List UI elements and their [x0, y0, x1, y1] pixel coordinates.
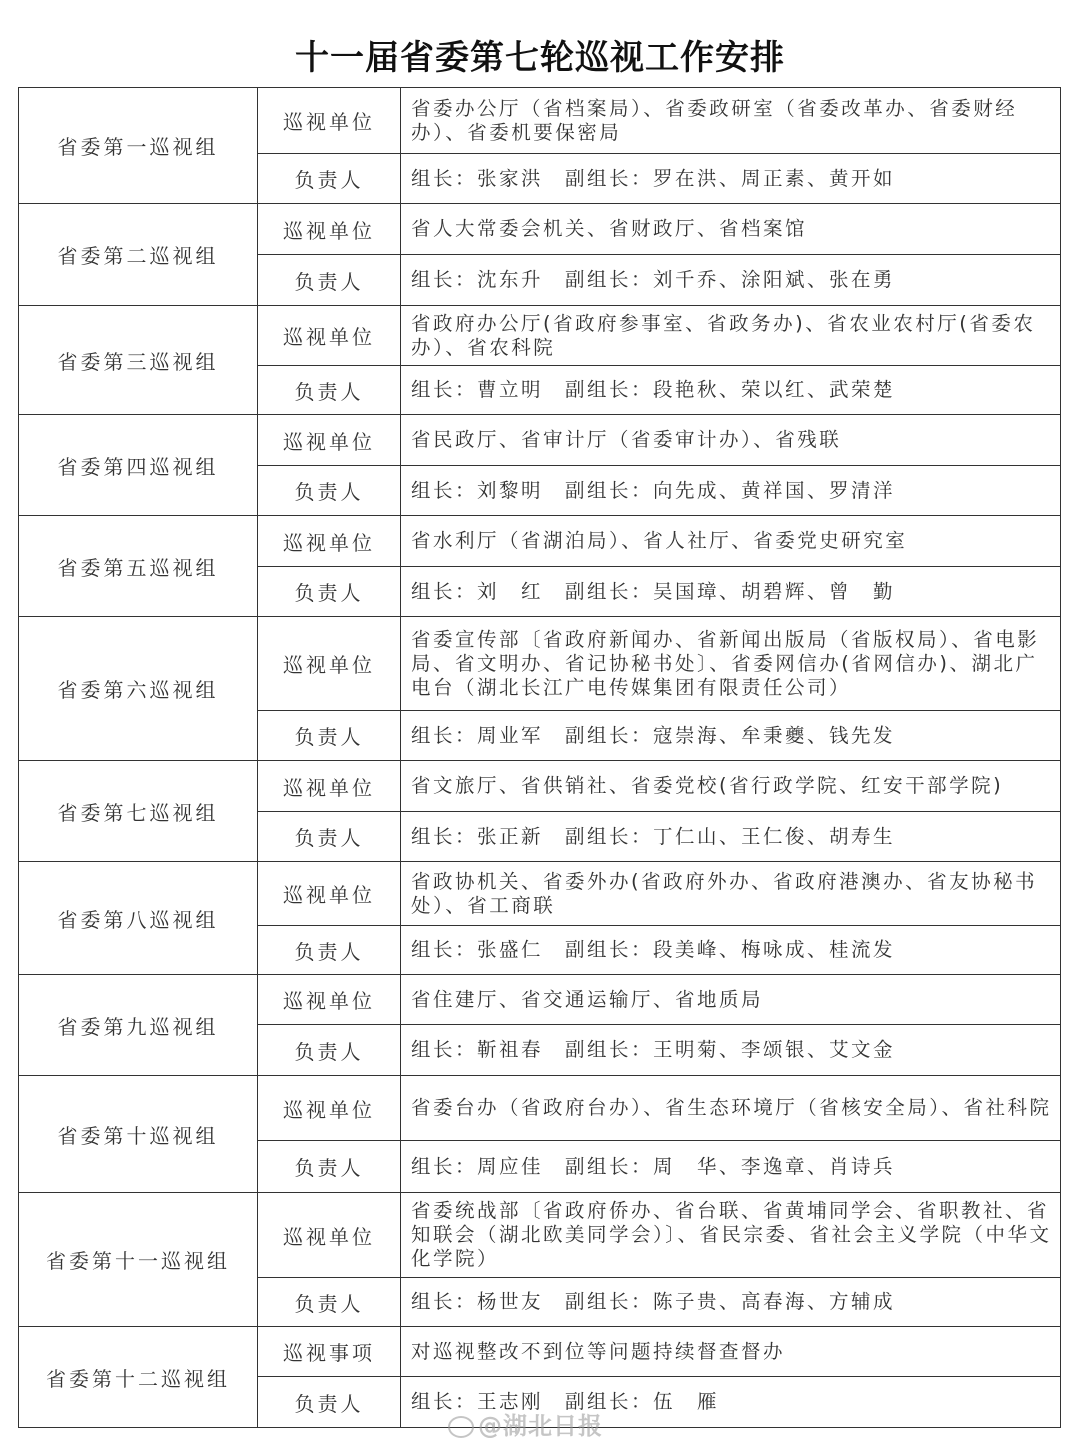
table-row	[19, 1193, 1061, 1278]
table-row	[19, 88, 1061, 154]
leader-label: 负责人	[258, 1141, 401, 1193]
row-label: 巡视单位	[258, 1076, 401, 1141]
group-name: 省委第十巡视组	[19, 1076, 258, 1193]
row-label: 巡视单位	[258, 204, 401, 255]
leader-label: 负责人	[258, 926, 401, 975]
row-label: 巡视单位	[258, 88, 401, 154]
group-name: 省委第四巡视组	[19, 415, 258, 516]
row-label: 巡视单位	[258, 516, 401, 567]
row-label: 巡视单位	[258, 862, 401, 926]
leaders: 组长：刘 红 副组长：吴国璋、胡碧辉、曾 勤	[401, 567, 1061, 617]
leader-label: 负责人	[258, 812, 401, 862]
leaders: 组长：王志刚 副组长：伍 雁	[401, 1377, 1061, 1428]
leader-label: 负责人	[258, 466, 401, 516]
table-row	[19, 1076, 1061, 1141]
group-name: 省委第九巡视组	[19, 975, 258, 1076]
table-row	[19, 204, 1061, 255]
inspected-units: 省人大常委会机关、省财政厅、省档案馆	[401, 204, 1061, 255]
group-name: 省委第十一巡视组	[19, 1193, 258, 1327]
table-row	[19, 516, 1061, 567]
leaders: 组长：张盛仁 副组长：段美峰、梅咏成、桂流发	[401, 926, 1061, 975]
inspected-units: 省政府办公厅(省政府参事室、省政务办)、省农业农村厅(省委农办）、省农科院	[401, 306, 1061, 366]
leader-label: 负责人	[258, 567, 401, 617]
group-name: 省委第二巡视组	[19, 204, 258, 306]
table-row	[19, 306, 1061, 366]
inspection-item: 对巡视整改不到位等问题持续督查督办	[401, 1327, 1061, 1377]
inspected-units: 省政协机关、省委外办(省政府外办、省政府港澳办、省友协秘书处）、省工商联	[401, 862, 1061, 926]
watermark	[448, 1406, 603, 1441]
row-label: 巡视单位	[258, 761, 401, 812]
leaders: 组长：刘黎明 副组长：向先成、黄祥国、罗清洋	[401, 466, 1061, 516]
inspected-units: 省住建厅、省交通运输厅、省地质局	[401, 975, 1061, 1025]
watermark-text: @湖北日报	[478, 1412, 603, 1440]
group-name: 省委第七巡视组	[19, 761, 258, 862]
group-name: 省委第三巡视组	[19, 306, 258, 415]
row-label: 巡视单位	[258, 975, 401, 1025]
table-row	[19, 862, 1061, 926]
leaders: 组长：周业军 副组长：寇崇海、牟秉夔、钱先发	[401, 711, 1061, 761]
leader-label: 负责人	[258, 711, 401, 761]
table-row	[19, 415, 1061, 466]
row-label: 巡视单位	[258, 306, 401, 366]
leaders: 组长：曹立明 副组长：段艳秋、荣以红、武荣楚	[401, 366, 1061, 415]
table-row	[19, 1327, 1061, 1377]
document-title: 十一届省委第七轮巡视工作安排	[295, 38, 785, 78]
weibo-logo-icon	[448, 1416, 474, 1438]
table-row	[19, 975, 1061, 1025]
leaders: 组长：张正新 副组长：丁仁山、王仁俊、胡寿生	[401, 812, 1061, 862]
leaders: 组长：张家洪 副组长：罗在洪、周正素、黄开如	[401, 154, 1061, 204]
leaders: 组长：杨世友 副组长：陈子贵、高春海、方辅成	[401, 1278, 1061, 1327]
group-name: 省委第一巡视组	[19, 88, 258, 204]
inspected-units: 省委宣传部〔省政府新闻办、省新闻出版局（省版权局）、省电影局、省文明办、省记协秘书处〕、省委网信办(省网信办)、湖北广电台（湖北长江广电传媒集团有限责任公司）	[401, 617, 1061, 711]
table-row	[19, 617, 1061, 711]
leader-label: 负责人	[258, 1025, 401, 1076]
group-name: 省委第五巡视组	[19, 516, 258, 617]
leader-label: 负责人	[258, 1377, 401, 1428]
leaders: 组长：周应佳 副组长：周 华、李逸章、肖诗兵	[401, 1141, 1061, 1193]
inspected-units: 省委台办（省政府台办）、省生态环境厅（省核安全局）、省社科院	[401, 1076, 1061, 1141]
group-name: 省委第六巡视组	[19, 617, 258, 761]
leader-label: 负责人	[258, 255, 401, 306]
row-label: 巡视单位	[258, 1193, 401, 1278]
inspection-schedule-table	[18, 87, 1061, 1428]
group-name: 省委第十二巡视组	[19, 1327, 258, 1428]
inspected-units: 省委办公厅（省档案局）、省委政研室（省委改革办、省委财经办）、省委机要保密局	[401, 88, 1061, 154]
leaders: 组长：沈东升 副组长：刘千乔、涂阳斌、张在勇	[401, 255, 1061, 306]
group-name: 省委第八巡视组	[19, 862, 258, 975]
leader-label: 负责人	[258, 366, 401, 415]
leader-label: 负责人	[258, 1278, 401, 1327]
row-label: 巡视单位	[258, 617, 401, 711]
leader-label: 负责人	[258, 154, 401, 204]
inspected-units: 省民政厅、省审计厅（省委审计办）、省残联	[401, 415, 1061, 466]
leaders: 组长：靳祖春 副组长：王明菊、李颂银、艾文金	[401, 1025, 1061, 1076]
table-row	[19, 761, 1061, 812]
inspected-units: 省委统战部〔省政府侨办、省台联、省黄埔同学会、省职教社、省知联会（湖北欧美同学会）〕、省民宗委、省社会主义学院（中华文化学院）	[401, 1193, 1061, 1278]
row-label: 巡视事项	[258, 1327, 401, 1377]
inspected-units: 省文旅厅、省供销社、省委党校(省行政学院、红安干部学院)	[401, 761, 1061, 812]
inspected-units: 省水利厅（省湖泊局）、省人社厅、省委党史研究室	[401, 516, 1061, 567]
row-label: 巡视单位	[258, 415, 401, 466]
